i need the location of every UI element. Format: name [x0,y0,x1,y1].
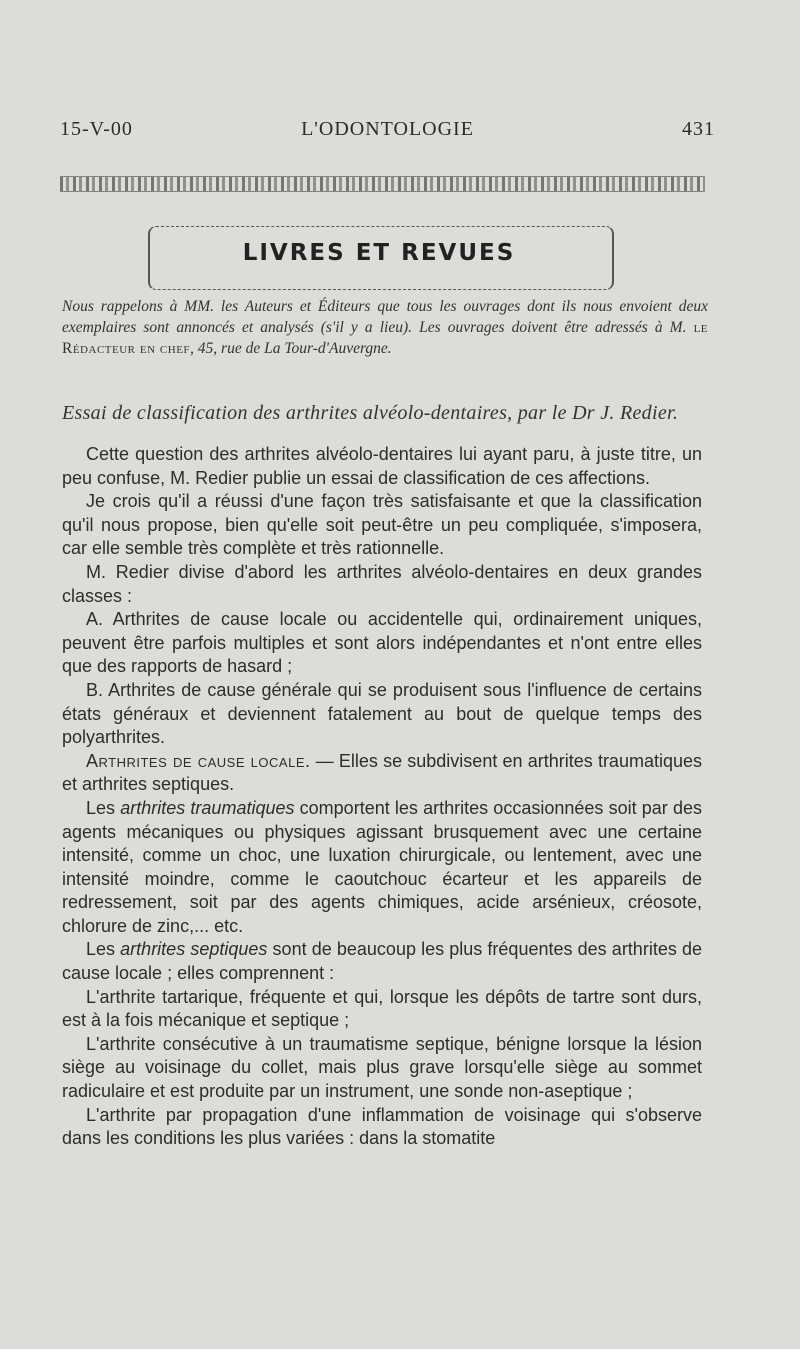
paragraph-text: — Elles se subdivisent en arthrites traumatiques et arthrites septiques. [62,750,702,795]
paragraph-text: comportent les arthrites occasionnées soit par des agents mécaniques ou physiques agissant brusquement avec une certaine intensité, comme un choc, une luxation chirurgicale, ou lentement, avec une intensité moindre, comme le caoutchouc écarteur et les appareils de redressement, soit par des agents chimiques, acide arsénieux, créosote, chlorure de zinc,... etc. [62,797,702,936]
notice-address: , 45, rue de La Tour-d'Auvergne. [190,340,392,357]
paragraph: A. Arthrites de cause locale ou accidentelle qui, ordinairement uniques, peuvent être parfois multiples et sont alors indépendantes et n'ont entre elles que des rapports de hasard ; [62,609,702,677]
issue-date: 15-V-00 [60,118,133,140]
paragraph: L'arthrite consécutive à un traumatisme septique, bénigne lorsque la lésion siège au voisinage du collet, mais plus grave lorsqu'elle siège au sommet radiculaire et est produite par un instrument, une sonde non-aseptique ; [62,1033,702,1102]
paragraph-text: sont de beaucoup les plus fréquentes des arthrites de cause locale ; elles comprennent : [62,939,702,984]
section-title: LIVRES ET REVUES [242,240,516,266]
notice-text: Nous rappelons à MM. les Auteurs et Éditeurs que tous les ouvrages dont ils nous envoient deux exemplaires sont annoncés et analysés (s'il y a lieu). Les ouvrages doivent être adressés à M. [62,298,708,336]
paragraph-text: Les [86,939,121,960]
italic-term: arthrites traumatiques [120,797,295,818]
paragraph [62,797,702,939]
running-head [60,118,715,148]
paragraph: B. Arthrites de cause générale qui se produisent sous l'influence de certains états généraux et deviennent fatalement au bout de quelque temps des polyarthrites. [62,679,702,748]
paragraph [62,938,702,985]
decorative-ornament-band [60,176,705,192]
paragraph: Je crois qu'il a réussi d'une façon très satisfaisante et que la classification qu'il nous propose, bien qu'elle soit peut-être un peu compliquée, s'imposera, car elle semble très complète et très rationnelle. [62,491,702,559]
paragraph: Cette question des arthrites alvéolo-dentaires lui ayant paru, à juste titre, un peu confuse, M. Redier publie un essai de classification de ces affections. [62,444,702,488]
page-number: 431 [682,118,715,140]
paragraph: L'arthrite tartarique, fréquente et qui, lorsque les dépôts de tartre sont durs, est à la fois mécanique et septique ; [62,986,702,1031]
paragraph [62,750,702,797]
paragraph: L'arthrite par propagation d'une inflammation de voisinage qui s'observe dans les conditions les plus variées : dans la stomatite [62,1104,702,1149]
paragraph: M. Redier divise d'abord les arthrites alvéolo-dentaires en deux grandes classes : [62,561,702,606]
italic-term: arthrites septiques [120,939,268,960]
subsection-lead: Arthrites de cause locale. [86,750,311,771]
editorial-notice [62,296,708,359]
paragraph-text: Les [86,797,121,818]
journal-title: L'ODONTOLOGIE [301,118,474,140]
article-body [62,443,702,1151]
article-title: Essai de classification des arthrites alvéolo-dentaires, par le Dr J. Redier. [62,402,679,424]
notice-addressee: le Rédacteur en chef [62,319,709,357]
